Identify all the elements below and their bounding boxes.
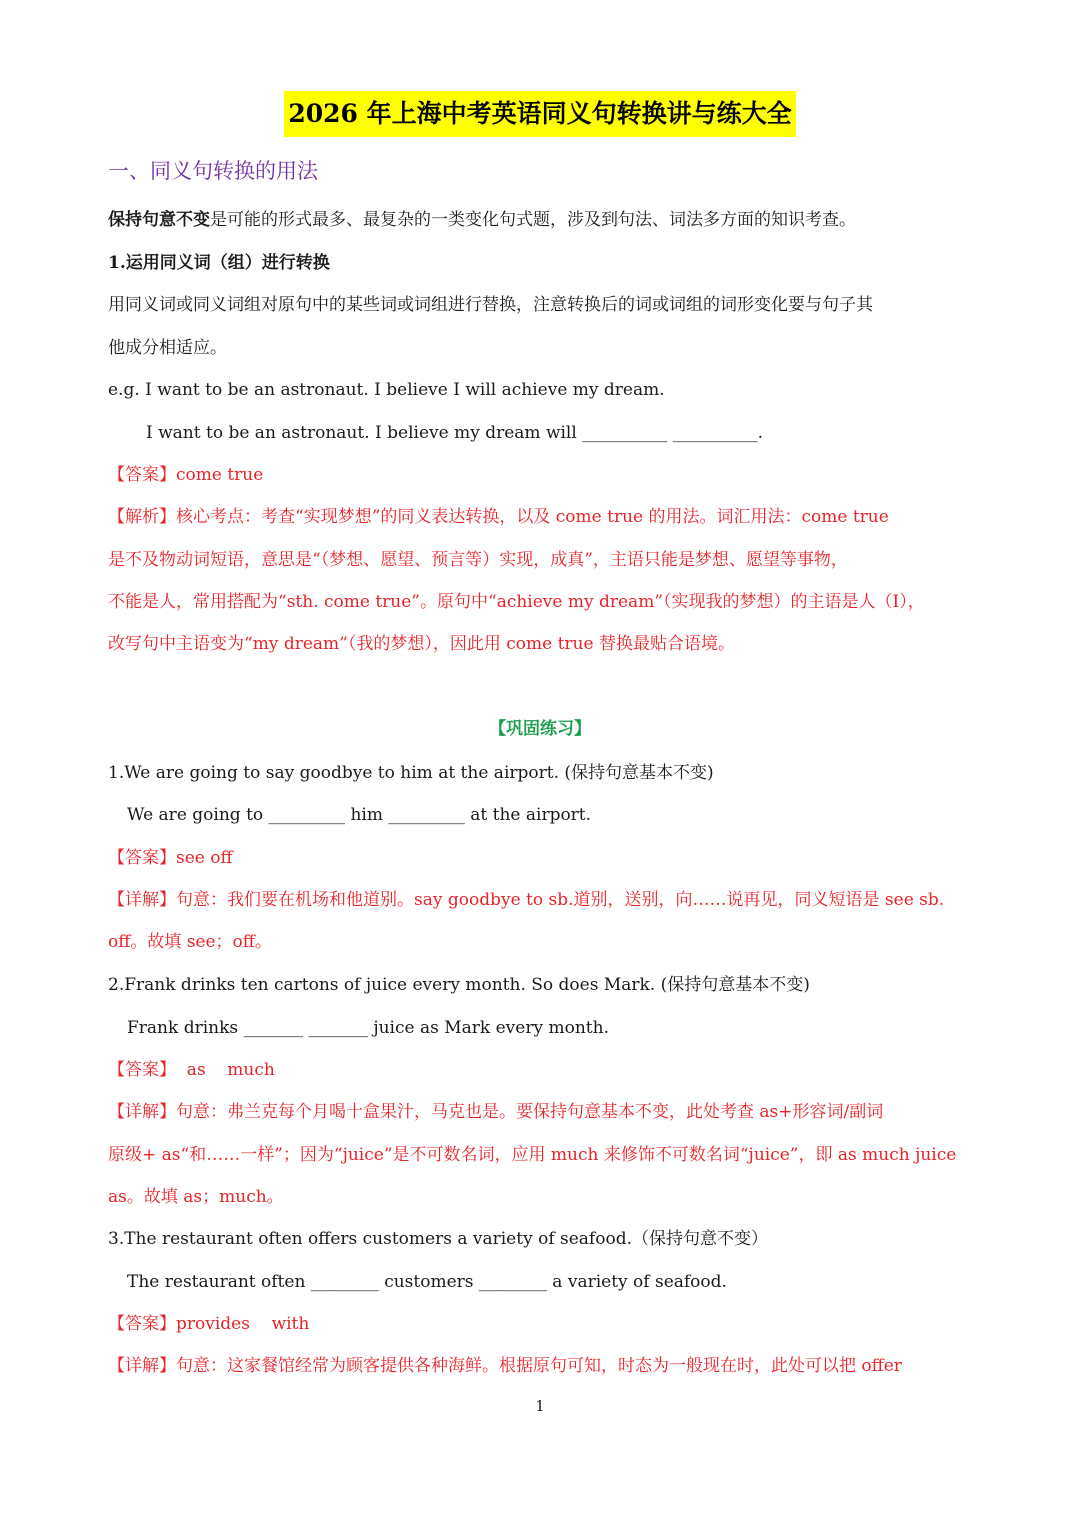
- q3-answer: 【答案】provides with: [108, 1314, 310, 1334]
- q1-detail-line-2: off。故填 see；off。: [108, 932, 272, 952]
- subsection-heading: 1.运用同义词（组）进行转换: [108, 253, 330, 273]
- intro-text: 是可能的形式最多、最复杂的一类变化句式题，涉及到句法、词法多方面的知识考查。: [210, 210, 856, 230]
- q1-detail-line-1: 【详解】句意：我们要在机场和他道别。say goodbye to sb.道别，送别，向……说再见，同义短语是 see sb.: [108, 890, 945, 910]
- q2-question: 2.Frank drinks ten cartons of juice every month. So does Mark. (保持句意基本不变): [108, 975, 810, 995]
- practice-heading: 【巩固练习】: [489, 719, 591, 739]
- q3-question: 3.The restaurant often offers customers a variety of seafood.（保持句意不变）: [108, 1229, 768, 1249]
- page-number: 1: [535, 1397, 545, 1415]
- intro-paragraph: [108, 208, 856, 232]
- analysis-line-4: 改写句中主语变为“my dream”（我的梦想），因此用 come true 替换最贴合语境。: [108, 634, 735, 654]
- example-answer: 【答案】come true: [108, 465, 264, 485]
- analysis-line-2: 是不及物动词短语，意思是“（梦想、愿望、预言等）实现，成真”，主语只能是梦想、愿望等事物，: [108, 550, 848, 570]
- q1-blank-line: We are going to _________ him _________ at the airport.: [127, 805, 592, 825]
- example-rewrite: I want to be an astronaut. I believe my dream will __________ __________.: [146, 423, 764, 443]
- document-title: 2026 年上海中考英语同义句转换讲与练大全: [0, 91, 1080, 137]
- example-sentence: e.g. I want to be an astronaut. I believe I will achieve my dream.: [108, 380, 665, 400]
- desc-line-2: 他成分相适应。: [108, 338, 227, 358]
- q2-detail-line-2: 原级+ as“和……一样”；因为“juice”是不可数名词，应用 much 来修饰不可数名词“juice”，即 as much juice: [108, 1145, 957, 1165]
- q3-detail-line-1: 【详解】句意：这家餐馆经常为顾客提供各种海鲜。根据原句可知，时态为一般现在时，此处可以把 offer: [108, 1356, 902, 1376]
- q2-answer: 【答案】 as much: [108, 1060, 275, 1080]
- q1-question: 1.We are going to say goodbye to him at the airport. (保持句意基本不变): [108, 763, 714, 783]
- desc-line-1: 用同义词或同义词组对原句中的某些词或词组进行替换，注意转换后的词或词组的词形变化要与句子其: [108, 295, 873, 315]
- intro-bold-text: 保持句意不变: [108, 210, 210, 230]
- q1-answer: 【答案】see off: [108, 848, 233, 868]
- q3-blank-line: The restaurant often ________ customers ________ a variety of seafood.: [127, 1272, 727, 1292]
- q2-detail-line-3: as。故填 as；much。: [108, 1187, 284, 1207]
- analysis-line-3: 不能是人，常用搭配为“sth. come true”。原句中“achieve my dream”（实现我的梦想）的主语是人（I），: [108, 592, 925, 612]
- q2-detail-line-1: 【详解】句意：弗兰克每个月喝十盒果汁，马克也是。要保持句意基本不变，此处考查 as+形容词/副词: [108, 1102, 884, 1122]
- q2-blank-line: Frank drinks _______ _______ juice as Mark every month.: [127, 1018, 609, 1038]
- analysis-line-1: 【解析】核心考点：考查“实现梦想”的同义表达转换，以及 come true 的用法。词汇用法：come true: [108, 507, 889, 527]
- section-heading: 一、同义句转换的用法: [108, 159, 318, 183]
